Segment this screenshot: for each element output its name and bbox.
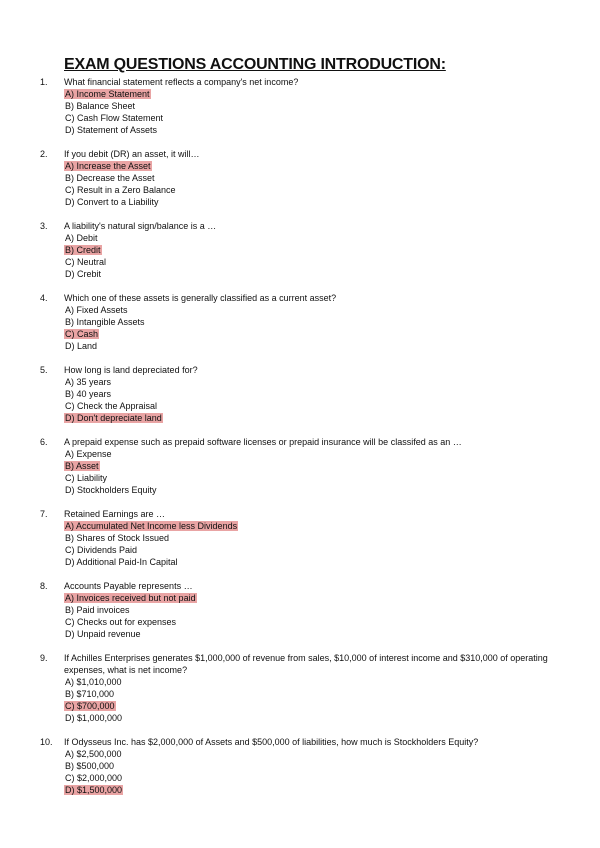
option-label: D) $1,000,000	[65, 713, 123, 723]
answer-option-correct	[64, 244, 107, 256]
option-label: A) $1,010,000	[65, 677, 122, 687]
question-number: 1.	[40, 77, 48, 87]
answer-option	[64, 256, 107, 268]
option-label: C) Dividends Paid	[65, 545, 138, 555]
answer-options	[64, 376, 163, 424]
answer-option	[64, 172, 177, 184]
question-text: What financial statement reflects a company's net income?	[64, 77, 299, 87]
answer-option	[64, 448, 158, 460]
answer-option	[64, 532, 238, 544]
answer-option-correct	[64, 460, 158, 472]
option-label: B) 40 years	[65, 389, 112, 399]
question-number: 5.	[40, 365, 48, 375]
answer-option	[64, 316, 146, 328]
question-number: 9.	[40, 653, 48, 663]
option-label: D) Land	[65, 341, 98, 351]
answer-options	[64, 748, 123, 796]
answer-option-correct	[64, 520, 238, 532]
answer-option	[64, 484, 158, 496]
option-label: B) Intangible Assets	[65, 317, 145, 327]
answer-option-correct	[64, 160, 177, 172]
option-label: C) Check the Appraisal	[65, 401, 158, 411]
answer-option	[64, 196, 177, 208]
option-label: D) Additional Paid-In Capital	[65, 557, 178, 567]
question-number: 4.	[40, 293, 48, 303]
answer-options	[64, 520, 238, 568]
question-number: 8.	[40, 581, 48, 591]
answer-option	[64, 556, 238, 568]
answer-options	[64, 88, 164, 136]
option-label: A) Fixed Assets	[65, 305, 128, 315]
question-text: A prepaid expense such as prepaid software licenses or prepaid insurance will be classifed as an …	[64, 437, 462, 447]
answer-option-correct	[64, 784, 123, 796]
option-label: B) Paid invoices	[65, 605, 130, 615]
answer-option	[64, 772, 123, 784]
option-label: C) Liability	[65, 473, 108, 483]
option-label: B) Decrease the Asset	[65, 173, 155, 183]
option-label: D) Don't depreciate land	[65, 413, 162, 423]
question-text: If you debit (DR) an asset, it will…	[64, 149, 200, 159]
question-number: 10.	[40, 737, 53, 747]
option-label: D) $1,500,000	[65, 785, 123, 795]
option-label: D) Convert to a Liability	[65, 197, 159, 207]
answer-option	[64, 472, 158, 484]
answer-options	[64, 232, 107, 280]
answer-option	[64, 340, 146, 352]
page-title: EXAM QUESTIONS ACCOUNTING INTRODUCTION:	[64, 56, 446, 73]
option-label: C) $700,000	[65, 701, 115, 711]
option-label: B) $500,000	[65, 761, 115, 771]
option-label: B) Asset	[65, 461, 99, 471]
answer-option-correct	[64, 700, 123, 712]
question-text: How long is land depreciated for?	[64, 365, 198, 375]
question-text: Retained Earnings are …	[64, 509, 166, 519]
answer-option	[64, 388, 163, 400]
question-number: 3.	[40, 221, 48, 231]
answer-option	[64, 688, 123, 700]
option-label: A) Income Statement	[65, 89, 150, 99]
option-label: A) $2,500,000	[65, 749, 122, 759]
answer-option	[64, 184, 177, 196]
option-label: A) Increase the Asset	[65, 161, 151, 171]
question-text: If Odysseus Inc. has $2,000,000 of Assets and $500,000 of liabilities, how much is Stockholders Equity?	[64, 737, 479, 747]
answer-option-correct	[64, 88, 164, 100]
answer-option	[64, 628, 197, 640]
option-label: C) $2,000,000	[65, 773, 123, 783]
answer-option-correct	[64, 412, 163, 424]
answer-option	[64, 268, 107, 280]
answer-option	[64, 712, 123, 724]
question-text: Which one of these assets is generally classified as a current asset?	[64, 293, 337, 303]
option-label: C) Result in a Zero Balance	[65, 185, 176, 195]
answer-option	[64, 616, 197, 628]
answer-option	[64, 124, 164, 136]
option-label: B) $710,000	[65, 689, 115, 699]
option-label: A) 35 years	[65, 377, 112, 387]
option-label: D) Crebit	[65, 269, 102, 279]
answer-option	[64, 304, 146, 316]
answer-option	[64, 100, 164, 112]
question-text: A liability's natural sign/balance is a …	[64, 221, 217, 231]
answer-option	[64, 400, 163, 412]
option-label: C) Checks out for expenses	[65, 617, 177, 627]
answer-option	[64, 760, 123, 772]
option-label: D) Stockholders Equity	[65, 485, 157, 495]
answer-options	[64, 304, 146, 352]
question-text: Accounts Payable represents …	[64, 581, 193, 591]
answer-option	[64, 676, 123, 688]
option-label: D) Unpaid revenue	[65, 629, 141, 639]
option-label: C) Cash Flow Statement	[65, 113, 164, 123]
option-label: C) Neutral	[65, 257, 107, 267]
option-label: A) Accumulated Net Income less Dividends	[65, 521, 238, 531]
answer-option	[64, 112, 164, 124]
answer-options	[64, 676, 123, 724]
answer-option	[64, 232, 107, 244]
answer-option	[64, 748, 123, 760]
option-label: B) Balance Sheet	[65, 101, 136, 111]
answer-options	[64, 592, 197, 640]
answer-options	[64, 160, 177, 208]
question-number: 6.	[40, 437, 48, 447]
answer-options	[64, 448, 158, 496]
option-label: A) Debit	[65, 233, 98, 243]
answer-option-correct	[64, 328, 146, 340]
option-label: A) Invoices received but not paid	[65, 593, 196, 603]
answer-option	[64, 604, 197, 616]
question-number: 7.	[40, 509, 48, 519]
answer-option	[64, 376, 163, 388]
option-label: B) Shares of Stock Issued	[65, 533, 170, 543]
answer-option	[64, 544, 238, 556]
question-number: 2.	[40, 149, 48, 159]
question-text: If Achilles Enterprises generates $1,000,000 of revenue from sales, $10,000 of interest income and $310,000 of operating expenses, what is net income?	[64, 653, 548, 675]
answer-option-correct	[64, 592, 197, 604]
option-label: B) Credit	[65, 245, 101, 255]
option-label: A) Expense	[65, 449, 112, 459]
option-label: C) Cash	[65, 329, 99, 339]
option-label: D) Statement of Assets	[65, 125, 158, 135]
